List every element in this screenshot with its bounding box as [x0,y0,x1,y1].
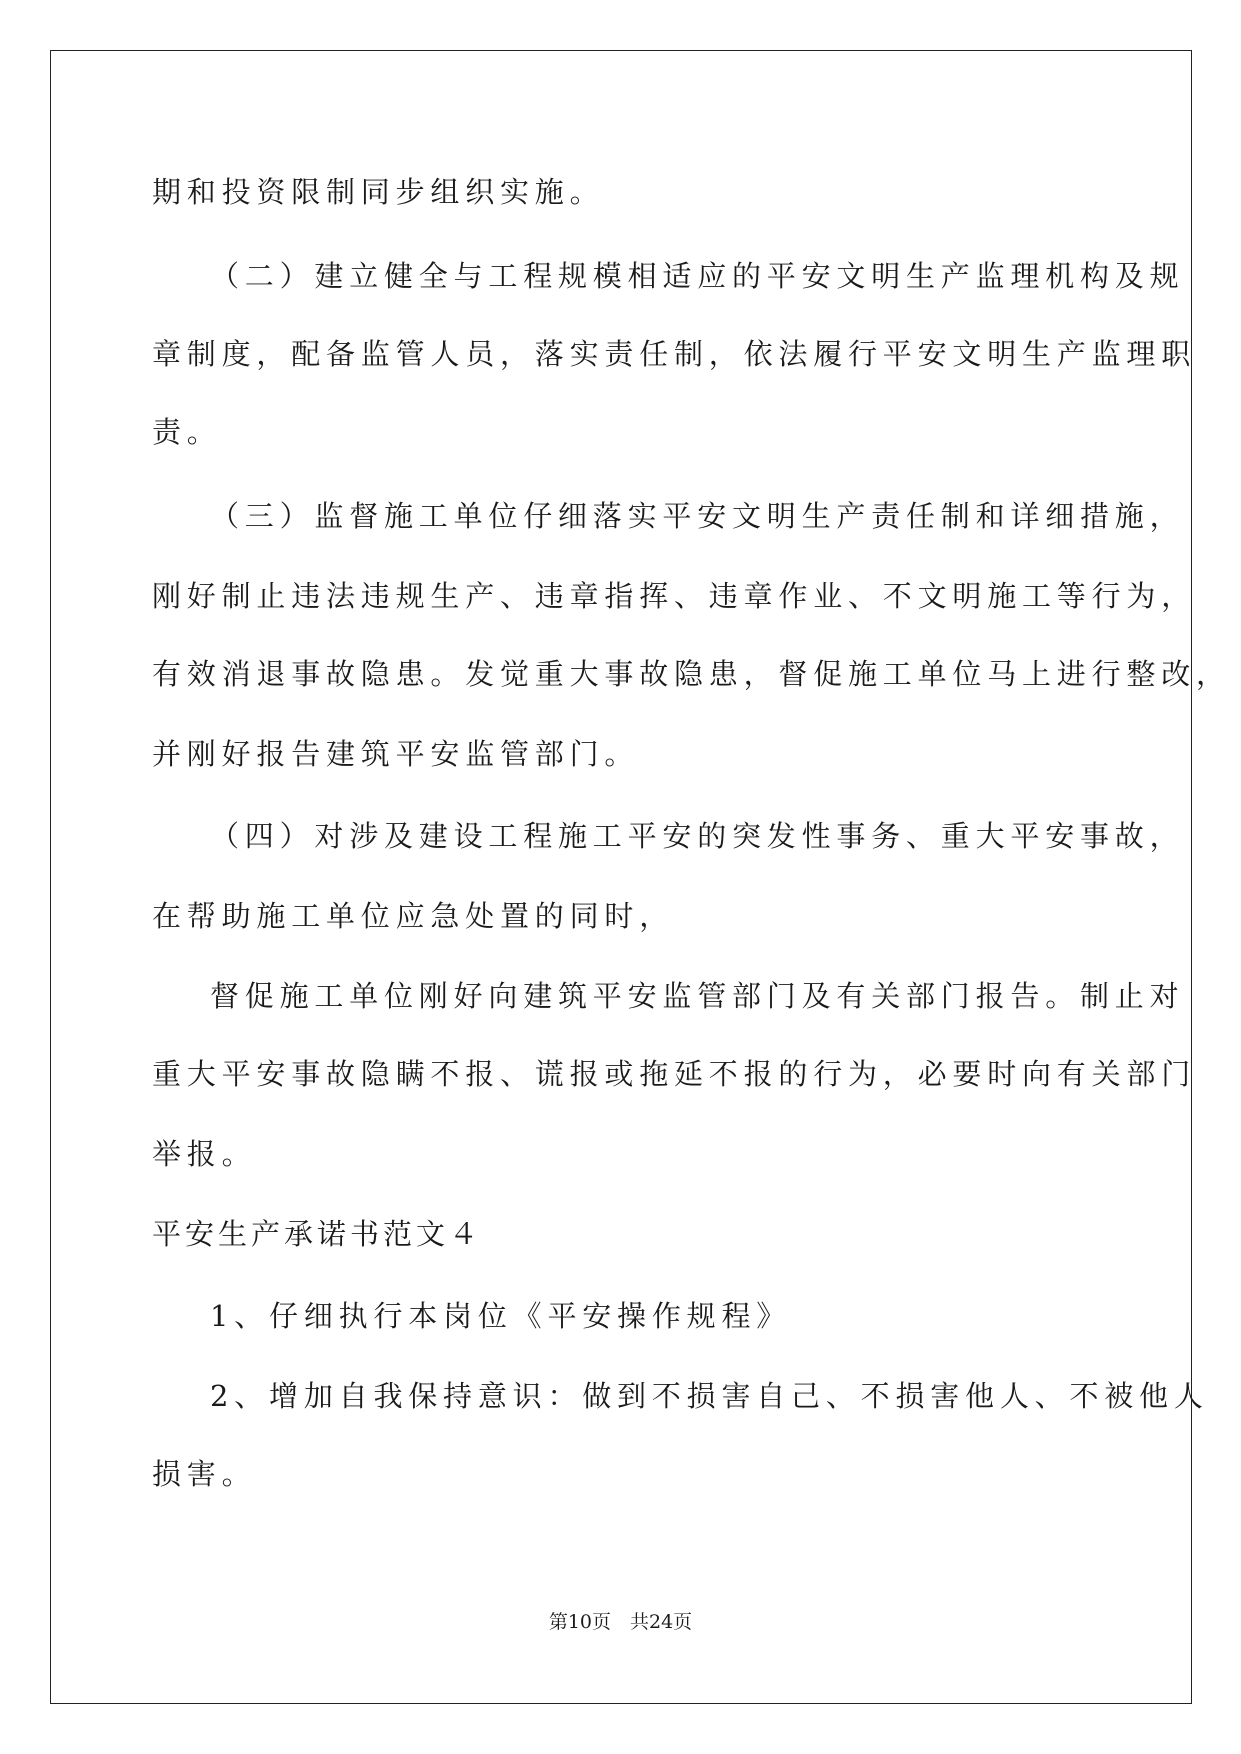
paragraph-line: 有效消退事故隐患。发觉重大事故隐患，督促施工单位马上进行整改， [152,657,1231,691]
page-number-footer: 第10页 共24页 [548,1611,693,1633]
list-item: 2、增加自我保持意识：做到不损害自己、不损害他人、不被他人 [210,1379,1209,1413]
paragraph-line: （四）对涉及建设工程施工平安的突发性事务、重大平安事故， [210,819,1185,853]
paragraph-line: 期和投资限制同步组织实施。 [152,175,605,209]
section-heading: 平安生产承诺书范文４ [152,1217,483,1251]
paragraph-line: 章制度，配备监管人员，落实责任制，依法履行平安文明生产监理职 [152,337,1197,371]
paragraph-line: 损害。 [152,1457,257,1491]
paragraph-line: （二）建立健全与工程规模相适应的平安文明生产监理机构及规 [210,259,1185,293]
paragraph-line: 重大平安事故隐瞒不报、谎报或拖延不报的行为，必要时向有关部门 [152,1057,1197,1091]
paragraph-line: 刚好制止违法违规生产、违章指挥、违章作业、不文明施工等行为， [152,579,1197,613]
paragraph-line: 举报。 [152,1137,257,1171]
paragraph-line: 督促施工单位刚好向建筑平安监管部门及有关部门报告。制止对 [210,979,1185,1013]
paragraph-line: 并刚好报告建筑平安监管部门。 [152,737,640,771]
paragraph-line: （三）监督施工单位仔细落实平安文明生产责任制和详细措施， [210,499,1185,533]
paragraph-line: 责。 [152,415,222,449]
paragraph-line: 在帮助施工单位应急处置的同时， [152,899,675,933]
list-item: 1、仔细执行本岗位《平安操作规程》 [210,1299,792,1333]
